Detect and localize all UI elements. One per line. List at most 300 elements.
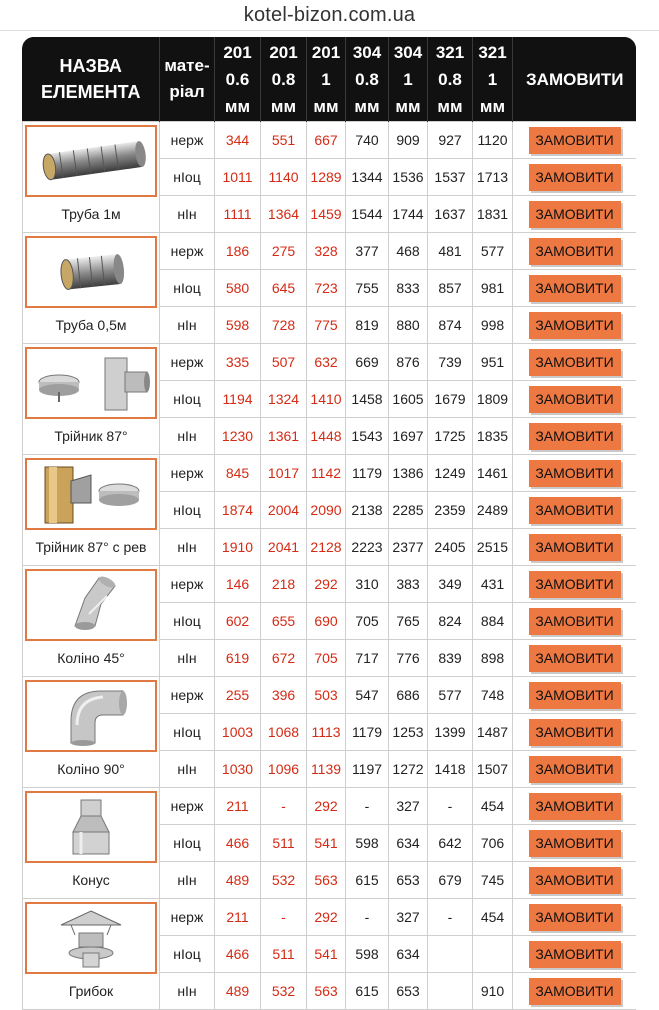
order-button[interactable]: ЗАМОВИТИ — [529, 127, 621, 154]
order-cell — [513, 936, 637, 973]
price-cell: 292 — [307, 899, 346, 936]
order-button[interactable]: ЗАМОВИТИ — [529, 164, 621, 191]
price-cell: 686 — [389, 677, 428, 714]
price-cell: 1113 — [307, 714, 346, 751]
header-name-line2: ЕЛЕМЕНТА — [40, 82, 141, 102]
price-cell: 909 — [389, 122, 428, 159]
price-cell: 598 — [215, 307, 261, 344]
order-cell — [513, 344, 637, 381]
order-cell — [513, 196, 637, 233]
order-button[interactable]: ЗАМОВИТИ — [529, 645, 621, 672]
product-box — [23, 122, 159, 232]
h-line: мм — [354, 96, 380, 116]
order-button[interactable]: ЗАМОВИТИ — [529, 534, 621, 561]
header-material-line1: мате- — [164, 56, 210, 75]
order-button[interactable]: ЗАМОВИТИ — [529, 497, 621, 524]
price-cell: 1831 — [473, 196, 513, 233]
product-box — [23, 344, 159, 454]
h-line: мм — [479, 96, 506, 116]
price-cell: 511 — [261, 936, 307, 973]
product-name: Грибок — [68, 983, 114, 999]
price-cell — [473, 936, 513, 973]
product-name: Труба 0,5м — [55, 317, 127, 333]
order-cell — [513, 899, 637, 936]
price-cell: 1194 — [215, 381, 261, 418]
price-cell: 1017 — [261, 455, 307, 492]
price-cell: 577 — [428, 677, 473, 714]
price-cell: - — [261, 788, 307, 825]
price-cell: 563 — [307, 862, 346, 899]
h-line: 0.8 — [438, 69, 462, 89]
order-cell — [513, 862, 637, 899]
price-cell: 910 — [473, 973, 513, 1010]
price-cell: 927 — [428, 122, 473, 159]
price-cell: 1068 — [261, 714, 307, 751]
price-cell: 383 — [389, 566, 428, 603]
price-cell: 2041 — [261, 529, 307, 566]
order-cell — [513, 270, 637, 307]
price-cell: 2359 — [428, 492, 473, 529]
price-cell: 2515 — [473, 529, 513, 566]
product-thumbnail[interactable] — [25, 791, 157, 863]
product-name-cell — [23, 122, 160, 233]
price-cell: 547 — [346, 677, 389, 714]
price-cell: 1835 — [473, 418, 513, 455]
price-cell: 1725 — [428, 418, 473, 455]
price-cell: 466 — [215, 936, 261, 973]
order-button[interactable]: ЗАМОВИТИ — [529, 238, 621, 265]
price-cell — [428, 973, 473, 1010]
order-button[interactable]: ЗАМОВИТИ — [529, 571, 621, 598]
product-thumbnail[interactable] — [25, 569, 157, 641]
price-cell: 706 — [473, 825, 513, 862]
price-cell: 874 — [428, 307, 473, 344]
price-cell: 1179 — [346, 455, 389, 492]
price-cell: 1679 — [428, 381, 473, 418]
price-cell: 602 — [215, 603, 261, 640]
order-button[interactable]: ЗАМОВИТИ — [529, 867, 621, 894]
price-cell: 653 — [389, 862, 428, 899]
material-cell: нерж — [160, 233, 215, 270]
price-cell: 705 — [346, 603, 389, 640]
price-cell: 833 — [389, 270, 428, 307]
price-cell: 1910 — [215, 529, 261, 566]
price-cell: 998 — [473, 307, 513, 344]
material-cell: нIн — [160, 862, 215, 899]
h-line: 304 — [352, 42, 382, 62]
price-cell: 377 — [346, 233, 389, 270]
product-thumbnail[interactable] — [25, 125, 157, 197]
table-row — [23, 899, 637, 936]
product-name: Конус — [72, 872, 110, 888]
price-cell: 489 — [215, 973, 261, 1010]
product-name-cell — [23, 455, 160, 566]
tee-revision-icon — [31, 463, 151, 525]
h-line: мм — [313, 96, 339, 116]
price-cell: 1003 — [215, 714, 261, 751]
table-row — [23, 788, 637, 825]
price-cell: 857 — [428, 270, 473, 307]
material-cell: нерж — [160, 677, 215, 714]
price-cell: 1744 — [389, 196, 428, 233]
price-cell: 2223 — [346, 529, 389, 566]
price-cell: 344 — [215, 122, 261, 159]
price-cell: 690 — [307, 603, 346, 640]
price-cell: 292 — [307, 788, 346, 825]
header-col-201-06 — [215, 37, 261, 122]
product-name-cell — [23, 233, 160, 344]
material-cell: нIоц — [160, 825, 215, 862]
product-thumbnail[interactable] — [25, 458, 157, 530]
price-cell — [428, 936, 473, 973]
order-button[interactable]: ЗАМОВИТИ — [529, 756, 621, 783]
h-line: 201 — [311, 42, 341, 62]
price-cell: 532 — [261, 862, 307, 899]
header-col-304-08 — [346, 37, 389, 122]
product-name-cell — [23, 899, 160, 1010]
price-cell: 1809 — [473, 381, 513, 418]
price-cell: 765 — [389, 603, 428, 640]
price-cell: 335 — [215, 344, 261, 381]
order-cell — [513, 714, 637, 751]
price-cell: - — [428, 899, 473, 936]
price-cell: 634 — [389, 825, 428, 862]
header-name-line1: НАЗВА — [59, 56, 122, 76]
price-cell: 748 — [473, 677, 513, 714]
price-cell: 723 — [307, 270, 346, 307]
price-cell: 1142 — [307, 455, 346, 492]
price-cell: 1605 — [389, 381, 428, 418]
price-cell: 1410 — [307, 381, 346, 418]
price-cell: 705 — [307, 640, 346, 677]
price-cell: 1139 — [307, 751, 346, 788]
material-cell: нIн — [160, 751, 215, 788]
material-cell: нIоц — [160, 159, 215, 196]
order-cell — [513, 640, 637, 677]
price-cell: - — [261, 899, 307, 936]
order-cell — [513, 603, 637, 640]
price-cell: 146 — [215, 566, 261, 603]
price-cell: 1874 — [215, 492, 261, 529]
order-cell — [513, 381, 637, 418]
price-cell: 211 — [215, 788, 261, 825]
price-cell: 1697 — [389, 418, 428, 455]
order-button[interactable]: ЗАМОВИТИ — [529, 423, 621, 450]
price-cell: 541 — [307, 936, 346, 973]
material-cell: нIн — [160, 307, 215, 344]
price-cell: 532 — [261, 973, 307, 1010]
product-name-cell — [23, 566, 160, 677]
price-cell: 328 — [307, 233, 346, 270]
price-cell: 466 — [215, 825, 261, 862]
order-cell — [513, 492, 637, 529]
price-cell: 1289 — [307, 159, 346, 196]
h-line: 321 — [435, 42, 465, 62]
price-cell: 1637 — [428, 196, 473, 233]
price-cell: 1458 — [346, 381, 389, 418]
price-cell: 541 — [307, 825, 346, 862]
price-cell: 1544 — [346, 196, 389, 233]
order-button[interactable]: ЗАМОВИТИ — [529, 978, 621, 1005]
order-cell — [513, 825, 637, 862]
product-thumbnail[interactable] — [25, 347, 157, 419]
material-cell: нIоц — [160, 270, 215, 307]
header-col-321-08 — [428, 37, 473, 122]
order-button[interactable]: ЗАМОВИТИ — [529, 904, 621, 931]
h-line: 1 — [487, 69, 498, 89]
price-cell: 1324 — [261, 381, 307, 418]
order-button[interactable]: ЗАМОВИТИ — [529, 349, 621, 376]
product-name: Труба 1м — [61, 206, 121, 222]
order-button[interactable]: ЗАМОВИТИ — [529, 830, 621, 857]
price-cell: 503 — [307, 677, 346, 714]
price-table-container — [22, 37, 636, 1010]
material-cell: нерж — [160, 455, 215, 492]
product-name: Трійник 87° с рев — [35, 539, 147, 555]
price-cell: 1272 — [389, 751, 428, 788]
price-cell: 186 — [215, 233, 261, 270]
price-cell: 679 — [428, 862, 473, 899]
price-cell: 1253 — [389, 714, 428, 751]
table-body — [23, 122, 637, 1010]
price-cell: 577 — [473, 233, 513, 270]
h-line: 0.6 — [225, 69, 250, 89]
table-row — [23, 233, 637, 270]
order-cell — [513, 566, 637, 603]
chimney-cap-icon — [31, 907, 151, 969]
product-thumbnail[interactable] — [25, 680, 157, 752]
order-button[interactable]: ЗАМОВИТИ — [529, 608, 621, 635]
material-cell: нIоц — [160, 936, 215, 973]
price-cell: - — [346, 899, 389, 936]
h-line: 0.8 — [271, 69, 296, 89]
price-cell: 824 — [428, 603, 473, 640]
price-cell: 728 — [261, 307, 307, 344]
h-line: 304 — [393, 42, 423, 62]
price-cell: 1230 — [215, 418, 261, 455]
product-box — [23, 455, 159, 565]
short-pipe-icon — [31, 241, 151, 303]
table-header-row — [23, 37, 637, 122]
material-cell: нерж — [160, 344, 215, 381]
price-cell: 745 — [473, 862, 513, 899]
order-cell — [513, 788, 637, 825]
price-cell: 845 — [215, 455, 261, 492]
price-cell: 1536 — [389, 159, 428, 196]
material-cell: нIоц — [160, 492, 215, 529]
order-button[interactable]: ЗАМОВИТИ — [529, 312, 621, 339]
price-cell: 2377 — [389, 529, 428, 566]
order-cell — [513, 122, 637, 159]
product-box — [23, 788, 159, 898]
price-cell: 1197 — [346, 751, 389, 788]
product-box — [23, 233, 159, 343]
price-cell: 507 — [261, 344, 307, 381]
elbow-45-icon — [31, 574, 151, 636]
price-cell: 642 — [428, 825, 473, 862]
price-cell: 1461 — [473, 455, 513, 492]
price-cell: 396 — [261, 677, 307, 714]
url-text: kotel-bizon.com.ua — [243, 3, 416, 26]
material-cell: нерж — [160, 899, 215, 936]
price-cell: 1713 — [473, 159, 513, 196]
price-cell: 634 — [389, 936, 428, 973]
order-cell — [513, 307, 637, 344]
price-cell: 489 — [215, 862, 261, 899]
price-cell: 598 — [346, 825, 389, 862]
table-row — [23, 344, 637, 381]
material-cell: нIн — [160, 529, 215, 566]
price-cell: 615 — [346, 862, 389, 899]
table-row — [23, 455, 637, 492]
price-cell: 1507 — [473, 751, 513, 788]
price-cell: 615 — [346, 973, 389, 1010]
order-cell — [513, 751, 637, 788]
price-cell: 431 — [473, 566, 513, 603]
price-cell: 563 — [307, 973, 346, 1010]
price-cell: 981 — [473, 270, 513, 307]
price-cell: 739 — [428, 344, 473, 381]
cone-icon — [31, 796, 151, 858]
price-cell: 454 — [473, 899, 513, 936]
header-order: ЗАМОВИТИ — [513, 37, 637, 122]
product-box — [23, 677, 159, 787]
price-cell: 2138 — [346, 492, 389, 529]
h-line: 201 — [223, 42, 252, 62]
price-cell: 1448 — [307, 418, 346, 455]
price-cell: 776 — [389, 640, 428, 677]
material-cell: нIоц — [160, 381, 215, 418]
price-cell: 468 — [389, 233, 428, 270]
material-cell: нIн — [160, 196, 215, 233]
material-cell: нерж — [160, 788, 215, 825]
address-bar[interactable] — [0, 0, 659, 30]
order-button[interactable]: ЗАМОВИТИ — [529, 793, 621, 820]
table-row — [23, 566, 637, 603]
order-button[interactable]: ЗАМОВИТИ — [529, 386, 621, 413]
price-cell: 619 — [215, 640, 261, 677]
product-thumbnail[interactable] — [25, 236, 157, 308]
material-cell: нIн — [160, 418, 215, 455]
elbow-90-icon — [31, 685, 151, 747]
price-cell: 2090 — [307, 492, 346, 529]
price-cell: 598 — [346, 936, 389, 973]
price-cell: 310 — [346, 566, 389, 603]
order-button[interactable]: ЗАМОВИТИ — [529, 460, 621, 487]
h-line: 201 — [269, 42, 298, 62]
h-line: 0.8 — [355, 69, 379, 89]
price-cell: 2405 — [428, 529, 473, 566]
price-cell: 1543 — [346, 418, 389, 455]
h-line: 1 — [403, 69, 413, 89]
price-cell: 275 — [261, 233, 307, 270]
price-cell: 672 — [261, 640, 307, 677]
price-cell: 292 — [307, 566, 346, 603]
product-name: Трійник 87° — [54, 428, 128, 444]
header-col-321-1 — [473, 37, 513, 122]
product-name: Коліно 90° — [57, 761, 125, 777]
price-cell: 1120 — [473, 122, 513, 159]
price-cell: 255 — [215, 677, 261, 714]
header-col-304-1 — [389, 37, 428, 122]
price-cell: 1096 — [261, 751, 307, 788]
product-name-cell — [23, 677, 160, 788]
price-cell: 876 — [389, 344, 428, 381]
price-cell: 632 — [307, 344, 346, 381]
order-cell — [513, 159, 637, 196]
price-cell: 1030 — [215, 751, 261, 788]
order-button[interactable]: ЗАМОВИТИ — [529, 275, 621, 302]
price-cell: 218 — [261, 566, 307, 603]
price-cell: 1459 — [307, 196, 346, 233]
order-cell — [513, 455, 637, 492]
price-cell: 2285 — [389, 492, 428, 529]
order-button[interactable]: ЗАМОВИТИ — [529, 719, 621, 746]
price-cell: 2004 — [261, 492, 307, 529]
price-cell: 327 — [389, 788, 428, 825]
price-cell: 2489 — [473, 492, 513, 529]
price-cell: 1537 — [428, 159, 473, 196]
price-cell: 655 — [261, 603, 307, 640]
price-table — [22, 37, 636, 1010]
material-cell: нIн — [160, 640, 215, 677]
price-cell: 667 — [307, 122, 346, 159]
price-cell: 327 — [389, 899, 428, 936]
product-box — [23, 899, 159, 1009]
h-line: мм — [395, 96, 421, 116]
price-cell: 1386 — [389, 455, 428, 492]
price-cell: 481 — [428, 233, 473, 270]
price-cell: 1249 — [428, 455, 473, 492]
price-cell: 211 — [215, 899, 261, 936]
table-row — [23, 122, 637, 159]
order-cell — [513, 418, 637, 455]
price-cell: 898 — [473, 640, 513, 677]
h-line: мм — [224, 96, 251, 116]
order-cell — [513, 233, 637, 270]
order-button[interactable]: ЗАМОВИТИ — [529, 941, 621, 968]
price-cell: - — [428, 788, 473, 825]
product-name-cell — [23, 344, 160, 455]
price-cell: 1364 — [261, 196, 307, 233]
price-cell: 880 — [389, 307, 428, 344]
price-cell: 755 — [346, 270, 389, 307]
product-thumbnail[interactable] — [25, 902, 157, 974]
order-button[interactable]: ЗАМОВИТИ — [529, 201, 621, 228]
price-cell: 454 — [473, 788, 513, 825]
h-line: мм — [437, 96, 463, 116]
pipe-icon — [31, 130, 151, 192]
material-cell: нIн — [160, 973, 215, 1010]
order-button[interactable]: ЗАМОВИТИ — [529, 682, 621, 709]
price-cell: 775 — [307, 307, 346, 344]
price-cell: - — [346, 788, 389, 825]
order-cell — [513, 677, 637, 714]
price-cell: 2128 — [307, 529, 346, 566]
header-material-line2: ріал — [169, 82, 205, 101]
price-cell: 1179 — [346, 714, 389, 751]
price-cell: 884 — [473, 603, 513, 640]
product-name-cell — [23, 788, 160, 899]
price-cell: 951 — [473, 344, 513, 381]
divider — [0, 30, 659, 31]
price-cell: 645 — [261, 270, 307, 307]
price-cell: 551 — [261, 122, 307, 159]
product-box — [23, 566, 159, 676]
header-name — [23, 37, 160, 122]
price-cell: 1487 — [473, 714, 513, 751]
price-cell: 717 — [346, 640, 389, 677]
